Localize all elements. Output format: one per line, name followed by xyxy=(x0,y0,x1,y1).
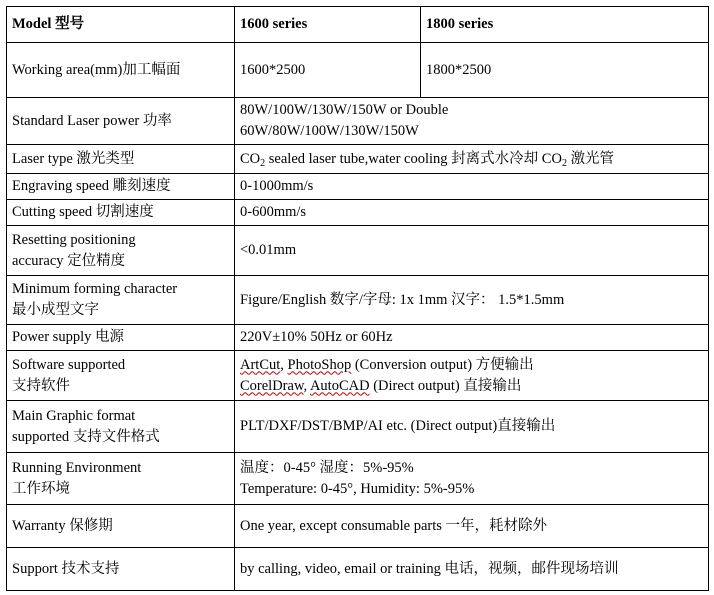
positioning-label-line-2: accuracy 定位精度 xyxy=(12,252,126,269)
software-line-1-rest: (Conversion output) 方便输出 xyxy=(351,356,534,373)
row-graphic-format xyxy=(7,401,709,453)
software-sep-1: , xyxy=(280,356,288,373)
software-label-line-1: Software supported xyxy=(12,356,126,373)
environment-label-line-1: Running Environment xyxy=(12,459,142,476)
software-line-2-rest: (Direct output) 直接输出 xyxy=(369,377,522,394)
header-row xyxy=(7,7,709,43)
value-software xyxy=(235,351,709,401)
min-character-label-line-2: 最小成型文字 xyxy=(12,302,99,318)
environment-label-line-2: 工作环境 xyxy=(12,480,70,497)
software-coreldraw: CorelDraw xyxy=(240,377,304,394)
header-1600-series: 1600 series xyxy=(235,7,421,43)
value-positioning-accuracy: <0.01mm xyxy=(235,226,709,276)
label-min-character xyxy=(7,276,235,325)
value-min-character: Figure/English 数字/字母: 1x 1mm 汉字： 1.5*1.5mm xyxy=(235,276,709,325)
row-support xyxy=(7,548,709,591)
graphic-format-label-line-2: supported 支持文件格式 xyxy=(12,428,160,445)
label-laser-power: Standard Laser power 功率 xyxy=(7,98,235,145)
label-laser-type: Laser type 激光类型 xyxy=(7,145,235,174)
row-warranty xyxy=(7,505,709,548)
row-working-area xyxy=(7,43,709,98)
value-warranty: One year, except consumable parts 一年，耗材除外 xyxy=(235,505,709,548)
software-label-line-2: 支持软件 xyxy=(12,377,70,394)
header-model: Model 型号 xyxy=(7,7,235,43)
laser-power-line-1: 80W/100W/130W/150W or Double xyxy=(240,102,449,118)
value-graphic-format: PLT/DXF/DST/BMP/AI etc. (Direct output)直接输出 xyxy=(235,401,709,453)
label-environment xyxy=(7,453,235,505)
value-working-area-1600: 1600*2500 xyxy=(235,43,421,98)
laser-type-text-2: sealed laser tube,water cooling 封离式水冷却 CO xyxy=(265,150,562,167)
row-power-supply xyxy=(7,325,709,351)
row-laser-power xyxy=(7,98,709,145)
value-engraving-speed: 0-1000mm/s xyxy=(235,174,709,200)
value-power-supply: 220V±10% 50Hz or 60Hz xyxy=(235,325,709,351)
environment-line-1: 温度：0-45° 湿度：5%-95% xyxy=(240,459,414,476)
laser-power-line-2: 60W/80W/100W/130W/150W xyxy=(240,123,419,139)
software-artcut: ArtCut xyxy=(240,356,281,373)
row-laser-type xyxy=(7,145,709,174)
label-warranty: Warranty 保修期 xyxy=(7,505,235,548)
row-engraving-speed xyxy=(7,174,709,200)
positioning-label-line-1: Resetting positioning xyxy=(12,231,136,248)
spec-table xyxy=(6,6,709,591)
environment-line-2: Temperature: 0-45°, Humidity: 5%-95% xyxy=(240,480,475,497)
label-support: Support 技术支持 xyxy=(7,548,235,591)
row-min-character xyxy=(7,276,709,325)
value-laser-power xyxy=(235,98,709,145)
label-software xyxy=(7,351,235,401)
software-line-1 xyxy=(240,355,703,376)
label-graphic-format xyxy=(7,401,235,453)
label-positioning-accuracy xyxy=(7,226,235,276)
graphic-format-label-line-1: Main Graphic format xyxy=(12,407,136,424)
row-positioning-accuracy xyxy=(7,226,709,276)
value-laser-type xyxy=(235,145,709,174)
row-cutting-speed xyxy=(7,200,709,226)
row-software xyxy=(7,351,709,401)
label-cutting-speed: Cutting speed 切割速度 xyxy=(7,200,235,226)
laser-type-subscript-2: 2 xyxy=(561,157,567,169)
laser-type-text-1: CO xyxy=(240,150,261,167)
software-sep-2: , xyxy=(303,377,310,394)
value-support: by calling, video, email or training 电话，视频，邮件现场培训 xyxy=(235,548,709,591)
software-photoshop: PhotoShop xyxy=(287,356,352,373)
row-environment xyxy=(7,453,709,505)
laser-type-subscript-1: 2 xyxy=(260,157,266,169)
value-environment xyxy=(235,453,709,505)
laser-type-text-3: 激光管 xyxy=(566,150,615,167)
value-working-area-1800: 1800*2500 xyxy=(421,43,709,98)
value-cutting-speed: 0-600mm/s xyxy=(235,200,709,226)
label-working-area: Working area(mm)加工幅面 xyxy=(7,43,235,98)
header-1800-series: 1800 series xyxy=(421,7,709,43)
min-character-label-line-1: Minimum forming character xyxy=(12,281,178,297)
software-autocad: AutoCAD xyxy=(309,377,370,394)
software-line-2 xyxy=(240,376,703,397)
label-engraving-speed: Engraving speed 雕刻速度 xyxy=(7,174,235,200)
label-power-supply: Power supply 电源 xyxy=(7,325,235,351)
